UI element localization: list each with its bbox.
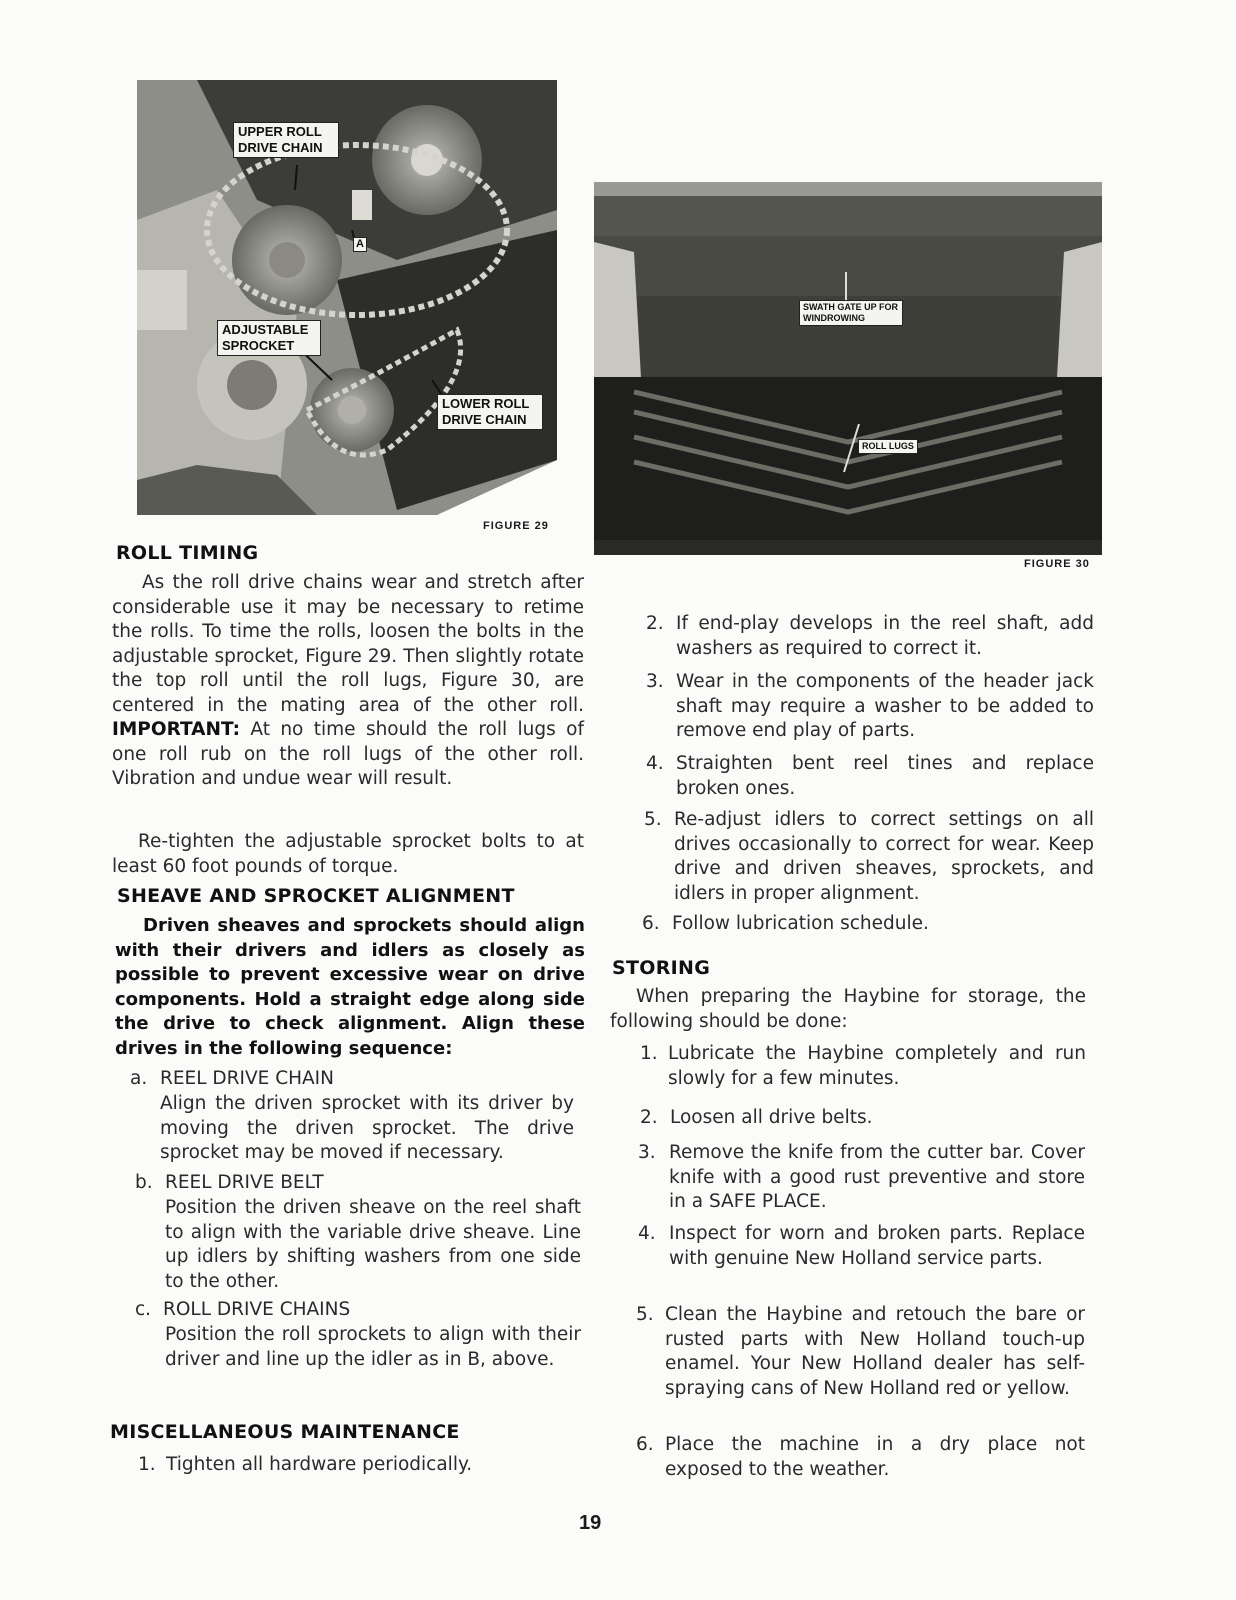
figure-29-label: FIGURE 29	[483, 520, 549, 532]
misc-item-6	[642, 912, 1094, 938]
item-number: 1.	[640, 1043, 658, 1064]
important-label: IMPORTANT:	[112, 719, 240, 740]
roll-timing-text-2: At no time should the roll lugs of one roll rub on the roll lugs of the other roll. Vibration and undue wear will result.	[112, 719, 584, 789]
item-number: 1.	[138, 1454, 156, 1475]
item-marker: b.	[135, 1172, 153, 1193]
item-text: Place the machine in a dry place not exposed to the weather.	[665, 1434, 1085, 1480]
storing-item-3	[638, 1141, 1086, 1217]
callout-marker-a: A	[353, 237, 367, 252]
sheave-item-a	[130, 1067, 580, 1167]
item-text: Clean the Haybine and retouch the bare or rusted parts with New Holland touch-up enamel. Your New Holland dealer has self-spraying cans of New Holland red or yellow.	[665, 1304, 1085, 1399]
drive-chain-photo-illustration	[137, 80, 557, 515]
item-text: Remove the knife from the cutter bar. Cover knife with a good rust preventive and store in a SAFE PLACE.	[669, 1142, 1085, 1212]
figure-29-photo	[137, 80, 557, 515]
misc-item-2	[646, 612, 1096, 664]
item-text: Lubricate the Haybine completely and run slowly for a few minutes.	[668, 1043, 1086, 1089]
item-number: 3.	[646, 671, 664, 692]
item-number: 5.	[644, 809, 662, 830]
roll-timing-paragraph	[112, 571, 584, 792]
item-marker: a.	[130, 1068, 148, 1089]
misc-maintenance-heading: MISCELLANEOUS MAINTENANCE	[110, 1421, 460, 1443]
figure-30-photo	[594, 182, 1102, 555]
roll-timing-text-1: As the roll drive chains wear and stretch after considerable use it may be necessary to retime the rolls. To time the rolls, loosen the bolts in the adjustable sprocket, Figure 29. Then slightly rotate the top roll until the roll lugs, Figure 30, are centered in the mating area of the other roll.	[112, 572, 584, 716]
storing-heading: STORING	[612, 957, 711, 979]
item-text: Position the roll sprockets to align with their driver and line up the idler as in B, above.	[165, 1324, 581, 1370]
item-text: Tighten all hardware periodically.	[166, 1454, 473, 1475]
callout-lower-roll-drive-chain: LOWER ROLL DRIVE CHAIN	[437, 394, 543, 430]
sheave-alignment-intro: Driven sheaves and sprockets should align with their drivers and idlers as closely as possible to prevent excessive wear on drive components. Hold a straight edge along side the drive to check alignment. Align these drives in the following sequence:	[115, 915, 585, 1059]
sheave-item-c	[135, 1298, 585, 1398]
callout-swath-gate: SWATH GATE UP FOR WINDROWING	[799, 300, 903, 326]
storing-item-5	[636, 1303, 1086, 1427]
roll-timing-heading: ROLL TIMING	[116, 542, 259, 564]
item-title: ROLL DRIVE CHAINS	[163, 1299, 351, 1320]
misc-item-1	[138, 1453, 578, 1479]
item-number: 3.	[638, 1142, 656, 1163]
roll-lugs-photo-illustration	[594, 182, 1102, 555]
item-text: Position the driven sheave on the reel shaft to align with the variable drive sheave. Line up idlers by shifting washers from one side to the other.	[165, 1197, 581, 1292]
item-number: 2.	[646, 613, 664, 634]
sheave-alignment-heading: SHEAVE AND SPROCKET ALIGNMENT	[117, 885, 515, 907]
item-number: 5.	[636, 1304, 654, 1325]
item-text: Straighten bent reel tines and replace broken ones.	[676, 753, 1094, 799]
misc-item-3	[646, 670, 1096, 746]
item-number: 2.	[640, 1107, 658, 1128]
storing-item-1	[640, 1042, 1086, 1094]
retighten-paragraph: Re-tighten the adjustable sprocket bolts to at least 60 foot pounds of torque.	[112, 831, 584, 877]
misc-item-5	[644, 808, 1096, 908]
item-number: 6.	[642, 913, 660, 934]
callout-upper-roll-drive-chain: UPPER ROLL DRIVE CHAIN	[233, 122, 339, 158]
item-marker: c.	[135, 1299, 152, 1320]
item-number: 6.	[636, 1434, 654, 1455]
item-number: 4.	[638, 1223, 656, 1244]
item-text: Inspect for worn and broken parts. Replace with genuine New Holland service parts.	[669, 1223, 1085, 1269]
figure-30-label: FIGURE 30	[1024, 558, 1090, 570]
sheave-item-b	[135, 1171, 585, 1296]
misc-item-4	[646, 752, 1096, 804]
item-text: Re-adjust idlers to correct settings on all drives occasionally to correct for wear. Keep drive and driven sheaves, sprockets, and idlers in proper alignment.	[674, 809, 1094, 904]
storing-intro: When preparing the Haybine for storage, the following should be done:	[610, 986, 1086, 1032]
item-text: Align the driven sprocket with its driver by moving the driven sprocket. The drive sprocket may be moved if necessary.	[160, 1093, 574, 1163]
storing-item-4	[638, 1222, 1086, 1298]
item-text: If end-play develops in the reel shaft, add washers as required to correct it.	[676, 613, 1094, 659]
item-title: REEL DRIVE BELT	[165, 1172, 324, 1193]
item-text: Wear in the components of the header jack shaft may require a washer to be added to remove end play of parts.	[676, 671, 1094, 741]
callout-adjustable-sprocket: ADJUSTABLE SPROCKET	[217, 320, 321, 356]
page-number: 19	[579, 1512, 602, 1534]
item-title: REEL DRIVE CHAIN	[160, 1068, 334, 1089]
item-text: Follow lubrication schedule.	[672, 913, 929, 934]
storing-item-2	[640, 1106, 1086, 1132]
callout-roll-lugs: ROLL LUGS	[858, 439, 918, 454]
item-text: Loosen all drive belts.	[670, 1107, 873, 1128]
storing-item-6	[636, 1433, 1086, 1485]
item-number: 4.	[646, 753, 664, 774]
